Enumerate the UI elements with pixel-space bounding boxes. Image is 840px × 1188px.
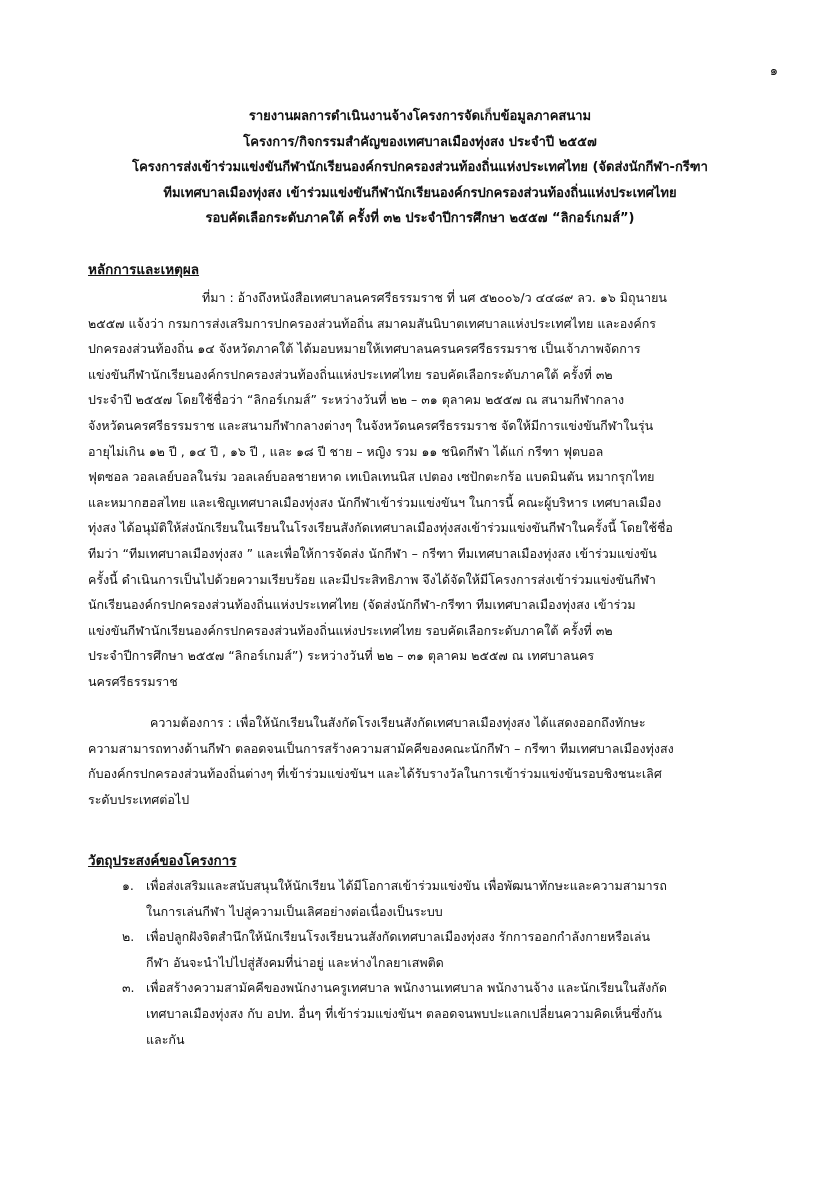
paragraph-line: ทุ่งสง ได้อนุมัติให้ส่งนักเรียนในเรียนในโรงเรียนสังกัดเทศบาลเมืองทุ่งสงเข้าร่วมแข่งขันกีฬาในครั้งนี้ โดยใช้ชื่อ — [88, 520, 673, 536]
title-line: โครงการส่งเข้าร่วมแข่งขันกีฬานักเรียนองค์กรปกครองส่วนท้องถิ่นแห่งประเทศไทย (จัดส่งนักกีฬา-กรีฑา — [132, 160, 708, 175]
list-item-line: เพื่อสร้างความสามัคคีของพนักงานครูเทศบาล พนักงานเทศบาล พนักงานจ้าง และนักเรียนในสังกัด — [146, 980, 667, 996]
paragraph-line: นครศรีธรรมราช — [88, 673, 178, 689]
paragraph-line: ทีมว่า “ทีมเทศบาลเมืองทุ่งสง ” และเพื่อให้การจัดส่ง นักกีฬา – กรีฑา ทีมเทศบาลเมืองทุ่งสง เข้าร่วมแข่งขัน — [88, 545, 657, 561]
paragraph-line: ประจำปีการศึกษา ๒๕๕๗ “ลิกอร์เกมส์”) ระหว่างวันที่ ๒๒ – ๓๑ ตุลาคม ๒๕๕๗ ณ เทศบาลนคร — [88, 648, 595, 664]
paragraph-line: อายุไม่เกิน ๑๒ ปี , ๑๔ ปี , ๑๖ ปี , และ ๑๘ ปี ชาย – หญิง รวม ๑๑ ชนิดกีฬา ได้แก่ กรีฑา ฟุตบอล — [88, 443, 604, 459]
paragraph-line: แข่งขันกีฬานักเรียนองค์กรปกครองส่วนท้องถิ่นแห่งประเทศไทย รอบคัดเลือกระดับภาคใต้ ครั้งที่ ๓๒ — [88, 622, 613, 638]
title-line: รอบคัดเลือกระดับภาคใต้ ครั้งที่ ๓๒ ประจำปีการศึกษา ๒๕๕๗ “ลิกอร์เกมส์”) — [205, 211, 635, 226]
title-line: โครงการ/กิจกรรมสำคัญของเทศบาลเมืองทุ่งสง ประจำปี ๒๕๕๗ — [243, 134, 597, 150]
paragraph-line: ปกครองส่วนท้องถิ่น ๑๔ จังหวัดภาคใต้ ได้มอบหมายให้เทศบาลนครนครศรีธรรมราช เป็นเจ้าภาพจัดการ — [88, 341, 641, 357]
paragraph-line: ที่มา : อ้างถึงหนังสือเทศบาลนครศรีธรรมราช ที่ นศ ๕๒๐๐๖/ว ๔๔๘๙ ลว. ๑๖ มิถุนายน — [202, 290, 667, 305]
list-item — [88, 873, 756, 924]
list-item-line: ในการเล่นกีฬา ไปสู่ความเป็นเลิศอย่างต่อเนื่องเป็นระบบ — [146, 903, 443, 919]
list-item-line: เทศบาลเมืองทุ่งสง กับ อปท. อื่นๆ ที่เข้าร่วมแข่งขันฯ ตลอดจนพบปะแลกเปลี่ยนความคิดเห็นซึ่งกัน — [146, 1005, 662, 1021]
paragraph-line: ฟุตซอล วอลเลย์บอลในร่ม วอลเลย์บอลชายหาด เทเบิลเทนนิส เปตอง เซปักตะกร้อ แบดมินตัน หมากรุกไทย — [88, 469, 655, 485]
paragraph-line: แข่งขันกีฬานักเรียนองค์กรปกครองส่วนท้องถิ่นแห่งประเทศไทย รอบคัดเลือกระดับภาคใต้ ครั้งที่ ๓๒ — [88, 366, 613, 382]
paragraph-line: ความสามารถทางด้านกีฬา ตลอดจนเป็นการสร้างความสามัคคีของคณะนักกีฬา – กรีฑา ทีมเทศบาลเมืองทุ่งสง — [88, 740, 674, 756]
paragraph-line: และหมากฮอสไทย และเชิญเทศบาลเมืองทุ่งสง นักกีฬาเข้าร่วมแข่งขันฯ ในการนี้ คณะผู้บริหาร เทศบาลเมือง — [88, 494, 662, 510]
needs-paragraph — [88, 710, 756, 812]
list-item-line: และกัน — [146, 1031, 185, 1047]
list-item-line: เพื่อส่งเสริมและสนับสนุนให้นักเรียน ได้มีโอกาสเข้าร่วมแข่งขัน เพื่อพัฒนาทักษะและความสามารถ — [146, 878, 667, 893]
objectives-list — [88, 873, 756, 1052]
background-paragraph — [88, 285, 756, 695]
paragraph-line: ครั้งนี้ ดำเนินการเป็นไปด้วยความเรียบร้อย และมีประสิทธิภาพ จึงได้จัดให้มีโครงการส่งเข้าร่วมแข่งขันกีฬา — [88, 571, 656, 587]
paragraph-line: ความต้องการ : เพื่อให้นักเรียนในสังกัดโรงเรียนสังกัดเทศบาลเมืองทุ่งสง ได้แสดงออกถึงทักษะ — [150, 715, 646, 730]
paragraph-line: ประจำปี ๒๕๕๗ โดยใช้ชื่อว่า “ลิกอร์เกมส์” ระหว่างวันที่ ๒๒ – ๓๑ ตุลาคม ๒๕๕๗ ณ สนามกีฬากลาง — [88, 392, 625, 408]
paragraph-line: ระดับประเทศต่อไป — [88, 791, 190, 807]
paragraph-line: นักเรียนองค์กรปกครองส่วนท้องถิ่นแห่งประเทศไทย (จัดส่งนักกีฬา-กรีฑา ทีมเทศบาลเมืองทุ่งสง เข้าร่วม — [88, 597, 636, 613]
paragraph-line: จังหวัดนครศรีธรรมราช และสนามกีฬากลางต่างๆ ในจังหวัดนครศรีธรรมราช จัดให้มีการแข่งขันกีฬาในรุ่น — [88, 417, 654, 433]
list-item-number: ๓. — [122, 980, 135, 996]
list-item-line: เพื่อปลูกฝังจิตสำนึกให้นักเรียนโรงเรียนวนสังกัดเทศบาลเมืองทุ่งสง รักการออกกำลังกายหรือเล่น — [146, 929, 651, 945]
list-item-number: ๒. — [122, 929, 135, 945]
title-line: รายงานผลการดำเนินงานจ้างโครงการจัดเก็บข้อมูลภาคสนาม — [248, 109, 592, 124]
section-heading-objectives: วัตถุประสงค์ของโครงการ — [88, 853, 237, 869]
paragraph-line: ๒๕๕๗ แจ้งว่า กรมการส่งเสริมการปกครองส่วนท้อถิ่น สมาคมสันนิบาตเทศบาลแห่งประเทศไทย และองค์กร — [88, 315, 657, 331]
title-line: ทีมเทศบาลเมืองทุ่งสง เข้าร่วมแข่งขันกีฬานักเรียนองค์กรปกครองส่วนท้องถิ่นแห่งประเทศไทย — [163, 185, 677, 201]
section-heading-principles: หลักการและเหตุผล — [88, 262, 200, 278]
document-title — [60, 104, 780, 232]
list-item — [88, 924, 756, 975]
list-item-number: ๑. — [122, 878, 134, 893]
list-item — [88, 975, 756, 1052]
list-item-line: กีฬา อันจะนำไปไปสู่สังคมที่น่าอยู่ และห่างไกลยาเสพติด — [146, 954, 444, 970]
page-number: ๑ — [769, 64, 778, 79]
paragraph-line: กับองค์กรปกครองส่วนท้องถิ่นต่างๆ ที่เข้าร่วมแข่งขันฯ และได้รับรางวัลในการเข้าร่วมแข่งขันรอบชิงชนะเลิศ — [88, 766, 662, 782]
